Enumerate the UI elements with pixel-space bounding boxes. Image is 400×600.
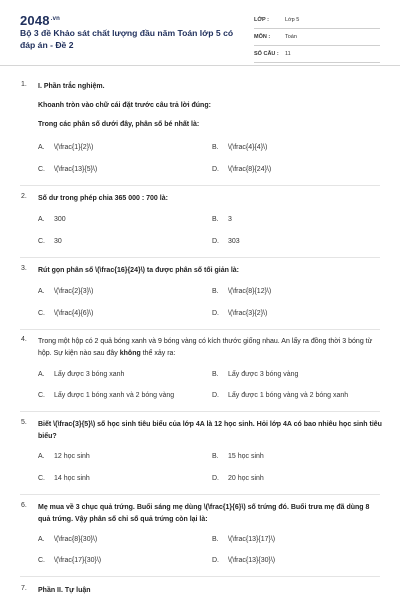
option-text: Lấy được 3 bóng vàng bbox=[228, 371, 299, 378]
section-heading: I. Phần trắc nghiệm. bbox=[38, 83, 105, 90]
option-letter: A. bbox=[38, 216, 45, 223]
option-text: \(\frac{4}{4}\) bbox=[228, 144, 268, 151]
option-letter: C. bbox=[38, 557, 45, 564]
option-letter: D. bbox=[212, 557, 219, 564]
option-letter: D. bbox=[212, 310, 219, 317]
question-number: 3. bbox=[21, 265, 27, 272]
meta-label: MÔN : bbox=[254, 34, 271, 40]
question-text: Rút gọn phân số \(\frac{16}{24}\) ta được phân số tối giản là: bbox=[38, 267, 240, 274]
emphasis-text: không bbox=[119, 350, 141, 357]
option-text: \(\frac{2}{3}\) bbox=[54, 288, 94, 295]
option-letter: A. bbox=[38, 453, 45, 460]
option-letter: C. bbox=[38, 475, 45, 482]
question-text: Mẹ mua về 3 chục quả trứng. Buổi sáng mẹ dùng \(\frac{1}{6}\) số trứng đó. Buổi trưa mẹ đã dùng 8 quả trứng. Vậy phân số chỉ số quả trứng còn lại là: bbox=[38, 504, 370, 523]
option-letter: C. bbox=[38, 238, 45, 245]
option-letter: D. bbox=[212, 475, 219, 482]
option-letter: B. bbox=[212, 216, 219, 223]
question-number: 1. bbox=[21, 81, 27, 88]
document-meta bbox=[254, 14, 380, 65]
option-letter: B. bbox=[212, 288, 219, 295]
option-letter: B. bbox=[212, 371, 219, 378]
option-letter: A. bbox=[38, 288, 45, 295]
question-number: 7. bbox=[21, 585, 27, 592]
meta-row-class bbox=[254, 14, 380, 29]
document-title: Bộ 3 đề Khảo sát chất lượng đầu năm Toán lớp 5 có đáp án - Đề 2 bbox=[20, 28, 234, 50]
option-text: 14 học sinh bbox=[54, 475, 90, 482]
option-text: \(\frac{8}{12}\) bbox=[228, 288, 272, 295]
question-text: Trong các phân số dưới đây, phân số bé nhất là: bbox=[38, 121, 200, 128]
question-text: Biết \(\frac{3}{5}\) số học sinh tiêu biểu của lớp 4A là 12 học sinh. Hỏi lớp 4A có bao nhiêu học sinh tiêu biểu? bbox=[38, 421, 382, 440]
meta-value: 11 bbox=[285, 51, 291, 57]
option-text: \(\frac{13}{5}\) bbox=[54, 166, 98, 173]
meta-label: LỚP : bbox=[254, 17, 269, 23]
logo-text: 2048 bbox=[20, 13, 50, 28]
question-separator bbox=[20, 257, 380, 258]
option-text: 3 bbox=[228, 216, 232, 223]
document-header bbox=[0, 0, 400, 64]
logo-suffix: .vn bbox=[50, 15, 61, 22]
option-text: Lấy được 3 bóng xanh bbox=[54, 371, 125, 378]
option-text: Lấy được 1 bóng xanh và 2 bóng vàng bbox=[54, 392, 175, 399]
site-logo[interactable] bbox=[20, 13, 60, 28]
option-text: 30 bbox=[54, 238, 62, 245]
meta-value: Lớp 5 bbox=[285, 17, 300, 23]
option-text: \(\frac{13}{30}\) bbox=[228, 557, 276, 564]
option-letter: A. bbox=[38, 144, 45, 151]
option-text: 12 học sinh bbox=[54, 453, 90, 460]
option-text: 15 học sinh bbox=[228, 453, 264, 460]
question-number: 6. bbox=[21, 502, 27, 509]
option-letter: B. bbox=[212, 536, 219, 543]
option-text: 20 học sinh bbox=[228, 475, 264, 482]
question-text: Số dư trong phép chia 365 000 : 700 là: bbox=[38, 195, 168, 202]
option-letter: B. bbox=[212, 144, 219, 151]
instruction-text: Khoanh tròn vào chữ cái đặt trước câu trả lời đúng: bbox=[38, 102, 211, 109]
option-letter: A. bbox=[38, 536, 45, 543]
option-text: 300 bbox=[54, 216, 66, 223]
option-letter: C. bbox=[38, 166, 45, 173]
meta-row-count bbox=[254, 48, 380, 63]
section-heading: Phần II. Tự luận bbox=[38, 587, 91, 594]
question-text-part: thể xảy ra: bbox=[140, 350, 176, 357]
option-text: \(\frac{3}{2}\) bbox=[228, 310, 268, 317]
question-text-part: Trong một hộp có 2 quả bóng xanh và 9 bóng vàng có kích thước giống nhau. An lấy ra đồng thời 3 bóng từ hộp. Sự kiện nào sau đây bbox=[38, 338, 373, 357]
question-number: 5. bbox=[21, 419, 27, 426]
meta-label: SỐ CÂU : bbox=[254, 51, 279, 57]
option-letter: D. bbox=[212, 166, 219, 173]
option-letter: B. bbox=[212, 453, 219, 460]
question-number: 4. bbox=[21, 336, 27, 343]
question-separator bbox=[20, 411, 380, 412]
option-text: \(\frac{1}{2}\) bbox=[54, 144, 94, 151]
option-letter: C. bbox=[38, 310, 45, 317]
option-text: Lấy được 1 bóng vàng và 2 bóng xanh bbox=[228, 392, 349, 399]
option-text: \(\frac{4}{6}\) bbox=[54, 310, 94, 317]
option-text: \(\frac{8}{30}\) bbox=[54, 536, 98, 543]
question-number: 2. bbox=[21, 193, 27, 200]
option-letter: D. bbox=[212, 238, 219, 245]
question-separator bbox=[20, 329, 380, 330]
meta-row-subject bbox=[254, 31, 380, 46]
header-divider bbox=[0, 65, 400, 66]
option-letter: D. bbox=[212, 392, 219, 399]
option-letter: A. bbox=[38, 371, 45, 378]
question-separator bbox=[20, 576, 380, 577]
option-text: \(\frac{17}{30}\) bbox=[54, 557, 102, 564]
question-text bbox=[38, 336, 383, 360]
meta-value: Toán bbox=[285, 34, 297, 40]
question-separator bbox=[20, 494, 380, 495]
option-letter: C. bbox=[38, 392, 45, 399]
option-text: \(\frac{8}{24}\) bbox=[228, 166, 272, 173]
option-text: \(\frac{13}{17}\) bbox=[228, 536, 276, 543]
question-separator bbox=[20, 185, 380, 186]
option-text: 303 bbox=[228, 238, 240, 245]
